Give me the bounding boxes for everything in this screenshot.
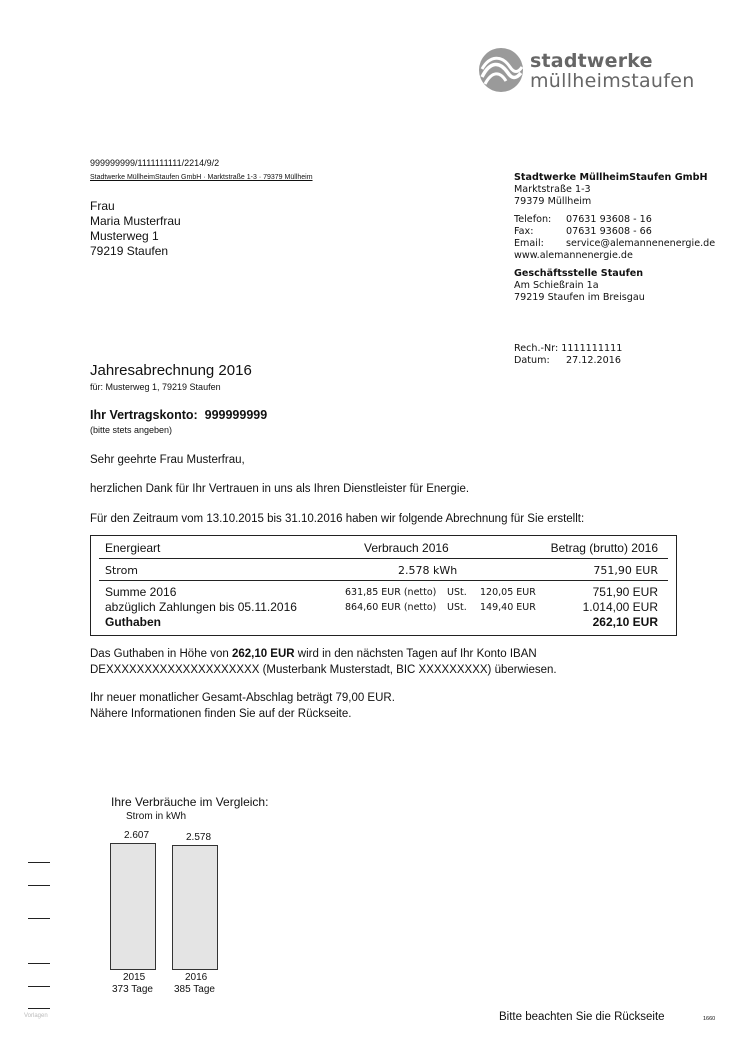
credit-text-post: wird in den nächsten Tagen auf Ihr Konto IBAN [294,648,537,660]
payments-vat: 149,40 EUR [480,602,536,613]
category-sublabel: 385 Tage [174,984,215,995]
account-label: Ihr Vertragskonto: [90,408,198,422]
sum-vat: 120,05 EUR [480,587,536,598]
credit-label: Guthaben [105,615,161,629]
invoice-date-label: Datum: [514,355,550,366]
logo-text-line1: stadtwerke [530,50,653,72]
left-code: Vorlagen [24,1013,48,1019]
greeting: Sehr geehrte Frau Musterfrau, [90,454,245,466]
info-text: Nähere Informationen finden Sie auf der Rückseite. [90,708,352,720]
fax-label: Fax: [514,226,534,237]
credit-paragraph [90,646,557,678]
fax-value: 07631 93608 - 66 [566,226,652,237]
abschlag-paragraph [90,690,395,722]
payments-net: 864,60 EUR (netto) [345,602,437,613]
company-street: Marktstraße 1-3 [514,184,591,195]
payments-vat-label: USt. [447,602,467,613]
thanks-text: herzlichen Dank für Ihr Vertrauen in uns als Ihren Dienstleister für Energie. [90,483,470,495]
abschlag-text: Ihr neuer monatlicher Gesamt-Abschlag beträgt 79,00 EUR. [90,692,395,704]
row-amount: 751,90 EUR [593,564,658,577]
credit-amount: 262,10 EUR [592,615,658,629]
row-divider [99,580,668,581]
sum-label: Summe 2016 [105,585,177,599]
reference-code: 999999999/1111111111/2214/9/2 [90,158,220,168]
category-label: 2015 [123,972,146,983]
payments-label: abzüglich Zahlungen bis 05.11.2016 [105,600,297,614]
invoice-number: 1111111111 [561,343,623,354]
for-line: für: Musterweg 1, 79219 Staufen [90,382,221,392]
credit-text-pre: Das Guthaben in Höhe von [90,648,232,660]
invoice-number-label: Rech.-Nr: [514,343,559,354]
company-block [514,172,729,304]
sum-amount: 751,90 EUR [592,585,658,599]
row-consumption: 2.578 kWh [398,564,458,577]
bar-2016 [172,845,218,970]
payments-amount: 1.014,00 EUR [582,600,658,614]
category-label: 2016 [185,972,208,983]
company-city: 79379 Müllheim [514,196,592,207]
company-phone [514,214,729,226]
header-amount: Betrag (brutto) 2016 [550,541,658,555]
row-type: Strom [105,564,139,577]
company-email [514,238,729,250]
account-number: 999999999 [204,408,268,422]
header-consumption: Verbrauch 2016 [364,541,449,555]
page-code: 1660 [703,1016,716,1022]
header-divider [99,558,668,559]
recipient-salutation: Frau [90,199,115,213]
fold-mark [28,963,50,964]
bar-value-label: 2.578 [186,832,212,843]
credit-text-amount: 262,10 EUR [231,648,295,660]
email-value: service@alemannenenergie.de [566,238,716,249]
consumption-chart [100,820,240,1000]
fold-mark [28,1008,50,1009]
chart-title: Strom in kWh [126,811,187,822]
fold-mark [28,986,50,987]
company-web: www.alemannenergie.de [514,250,633,261]
fold-mark [28,862,50,863]
phone-label: Telefon: [514,214,552,225]
category-sublabel: 373 Tage [112,984,153,995]
footer-note: Bitte beachten Sie die Rückseite [499,1011,665,1023]
company-fax [514,226,729,238]
recipient-street: Musterweg 1 [90,229,159,243]
logo-text-line2: müllheimstaufen [530,70,695,92]
account-hint: (bitte stets angeben) [90,425,173,435]
fold-mark [28,885,50,886]
company-name: Stadtwerke MüllheimStaufen GmbH [514,172,708,183]
bar-value-label: 2.607 [124,830,150,841]
office-title: Geschäftsstelle Staufen [514,268,644,279]
recipient-address [90,199,181,259]
fold-mark [28,918,50,919]
header-type: Energieart [105,541,161,555]
bill-table [90,535,677,636]
recipient-city: 79219 Staufen [90,244,169,258]
page-title: Jahresabrechnung 2016 [90,362,252,379]
comparison-title: Ihre Verbräuche im Vergleich: [111,795,269,809]
sender-line: Stadtwerke MüllheimStaufen GmbH · Marktstraße 1-3 · 79379 Müllheim [90,174,313,181]
office-street: Am Schießrain 1a [514,280,599,291]
phone-value: 07631 93608 - 16 [566,214,652,225]
invoice-meta [514,343,622,367]
logo-icon [478,47,524,93]
credit-text-line2: DEXXXXXXXXXXXXXXXXXXXX (Musterbank Musterstadt, BIC XXXXXXXXX) überwiesen. [90,664,557,676]
bar-2015 [110,843,156,970]
period-text: Für den Zeitraum vom 13.10.2015 bis 31.10.2016 haben wir folgende Abrechnung für Sie erstellt: [90,513,585,525]
invoice-date: 27.12.2016 [566,355,621,366]
office-city: 79219 Staufen im Breisgau [514,292,645,303]
recipient-name: Maria Musterfrau [90,214,181,228]
sum-net: 631,85 EUR (netto) [345,587,437,598]
email-label: Email: [514,238,544,249]
sum-vat-label: USt. [447,587,467,598]
account-line [90,408,267,422]
